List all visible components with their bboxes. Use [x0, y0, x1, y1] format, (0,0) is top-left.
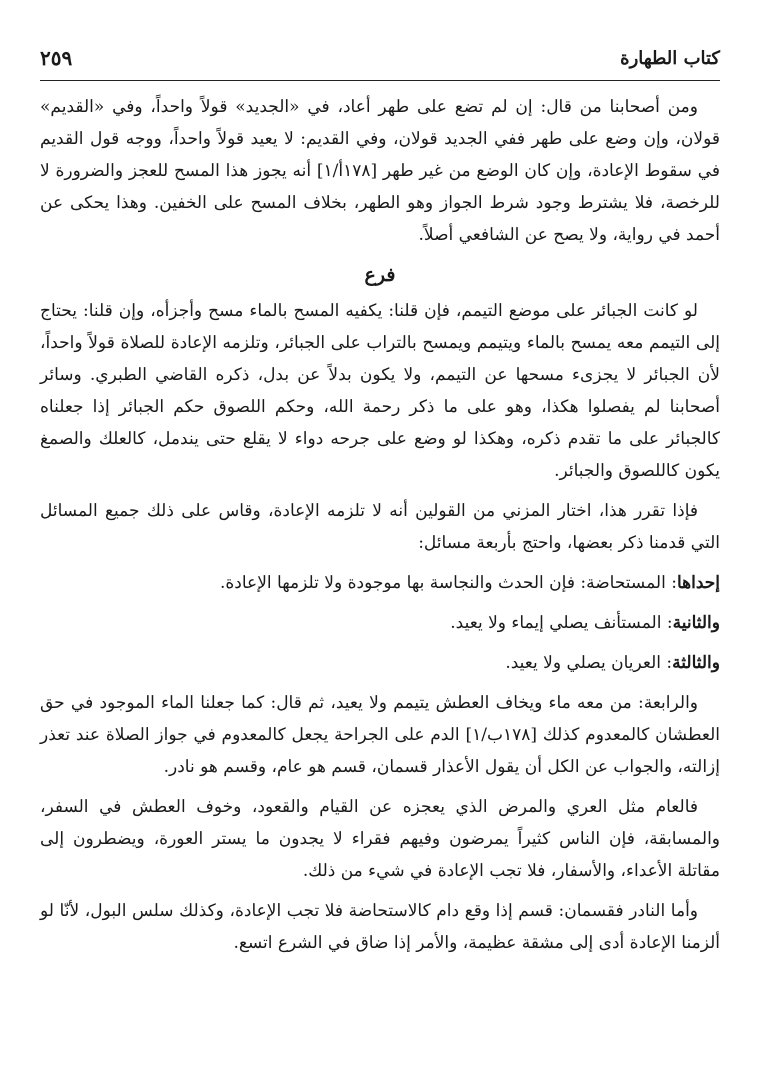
- list-item-3: [40, 647, 720, 679]
- book-page: [40, 40, 720, 1070]
- list-item-1: [40, 567, 720, 599]
- list-item-2-text: : المستأنف يصلي إيماء ولا يعيد.: [450, 613, 673, 633]
- paragraph-2: لو كانت الجبائر على موضع التيمم، فإن قلنا: يكفيه المسح بالماء مسح وأجزأه، وإن قلنا: يحتاج إلى التيمم معه يمسح بالماء ويتيمم ويمسح بالتراب على الجبائر، وتلزمه الإعادة للصلاة قولاً واحداً، لأن الجبائر لا يجزىء مسحها عن التيمم، ولا يكون بدلاً عن بدل، ذكره القاضي الطبري. وسائر أصحابنا لم يفصلوا هكذا، وهو على ما ذكر رحمة الله، وحكم اللصوق حكم الجبائر إذا جعلناه كالجبائر على ما تقدم ذكره، وهكذا لو وضع على جرحه دواء لا يقلع حتى يندمل، كالعلك والصمغ يكون كاللصوق والجبائر.: [40, 301, 720, 481]
- list-item-1-text: : المستحاضة: فإن الحدث والنجاسة بها موجودة ولا تلزمها الإعادة.: [220, 573, 677, 593]
- running-title: كتاب الطهارة: [620, 48, 720, 69]
- list-item-2: [40, 607, 720, 639]
- paragraph-3: فإذا تقرر هذا، اختار المزني من القولين أنه لا تلزمه الإعادة، وقاس على ذلك جميع المسائل التي قدمنا ذكر بعضها، واحتج بأربعة مسائل:: [40, 501, 720, 553]
- page-body: [40, 81, 720, 959]
- list-item-3-text: : العريان يصلي ولا يعيد.: [505, 653, 673, 673]
- paragraph-5: فالعام مثل العري والمرض الذي يعجزه عن القيام والقعود، وخوف العطش في السفر، والمسابقة، فإن الناس كثيراً يمرضون وفيهم فقراء لا يجدون ما يستر العورة، ويضطرون إلى مقاتلة الأعداء، والأسفار، فلا تجب الإعادة في شيء من ذلك.: [40, 797, 720, 881]
- page-number: ٢٥٩: [40, 46, 73, 70]
- page-header: [40, 40, 720, 81]
- list-item-2-label: والثانية: [672, 613, 720, 633]
- section-title: فرع: [364, 264, 396, 286]
- paragraph-1: ومن أصحابنا من قال: إن لم تضع على طهر أعاد، في «الجديد» قولاً واحداً، وفي «القديم» قولان، وإن وضع على طهر ففي الجديد قولان، وفي القديم: لا يعيد قولاً واحداً، ووجه قول القديم في سقوط الإعادة، وإن كان الوضع من غير طهر [١٧٨أ/١] أنه يجوز هذا المسح للعجز والضرورة لا للرخصة، فلا يشترط وجود شرط الجواز وهو الطهر، بخلاف المسح على الخفين. وهذا يحكى عن أحمد في رواية، ولا يصح عن الشافعي أصلاً.: [40, 97, 721, 245]
- paragraph-6: وأما النادر فقسمان: قسم إذا وقع دام كالاستحاضة فلا تجب الإعادة، وكذلك سلس البول، لأنّا لو ألزمنا الإعادة أدى إلى مشقة عظيمة، والأمر إذا ضاق في الشرع اتسع.: [40, 901, 720, 953]
- list-item-3-label: والثالثة: [672, 653, 720, 673]
- list-item-1-label: إحداها: [676, 573, 720, 593]
- paragraph-4: والرابعة: من معه ماء ويخاف العطش يتيمم ولا يعيد، ثم قال: كما جعلنا الماء الموجود في حق العطشان كالمعدوم كذلك [١٧٨ب/١] الدم على الجراحة يجعل كالمعدوم في جواز الصلاة عند تعذر إزالته، والجواب عن الكل أن يقول الأعذار قسمان، قسم هو عام، وقسم هو نادر.: [40, 693, 720, 777]
